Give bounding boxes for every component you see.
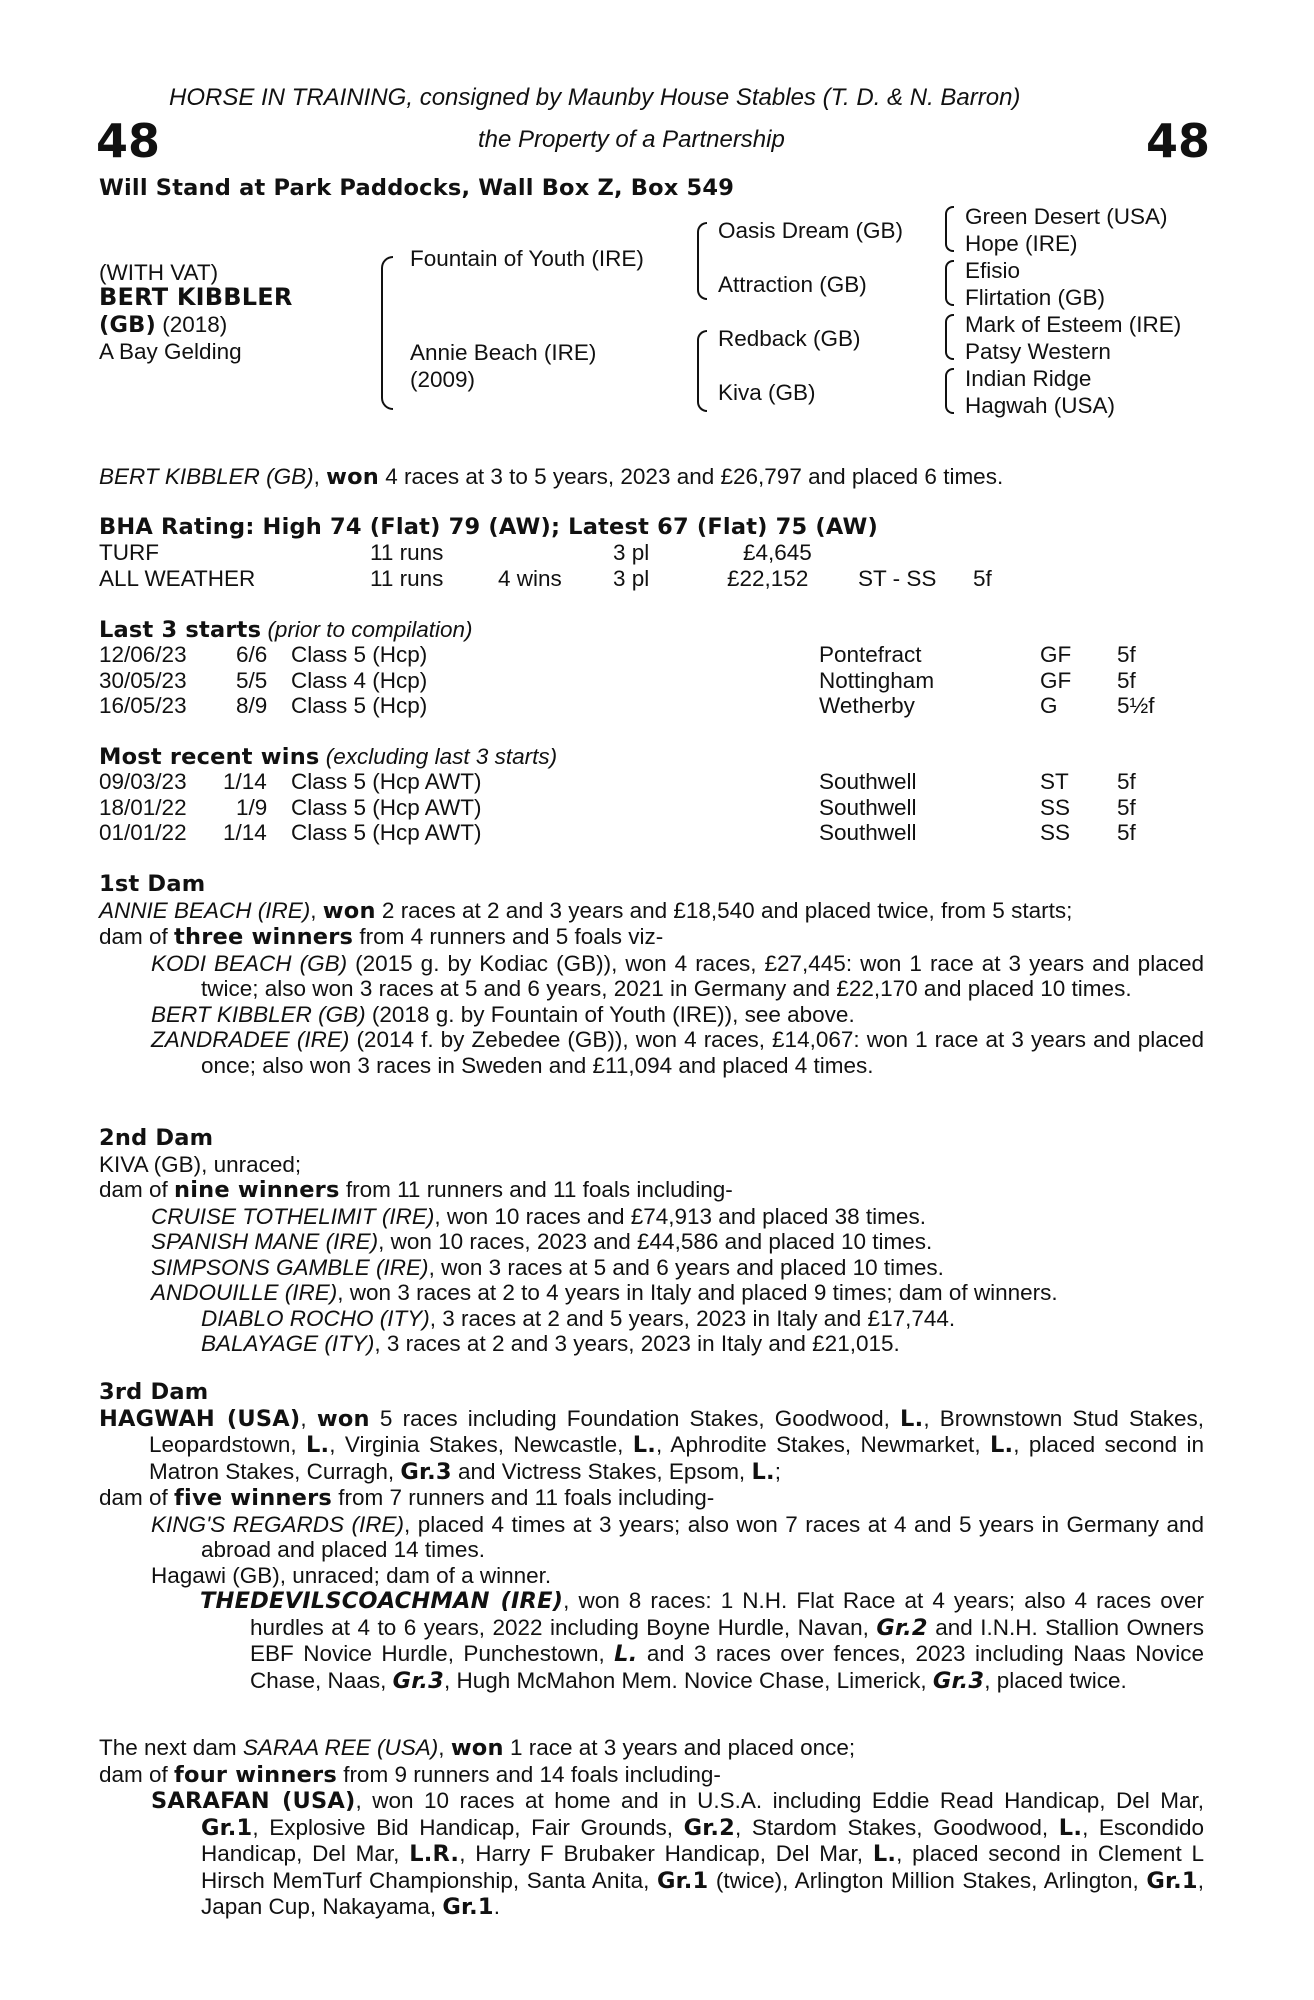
third-dam-name: HAGWAH (USA) (99, 1405, 301, 1432)
foal-record: , won 10 races, 2023 and £44,586 and placed 10 times. (378, 1229, 933, 1254)
pedigree-dam-year: (2009) (410, 367, 476, 392)
grade-badge: Gr.1 (656, 1867, 709, 1894)
next-dam-foal (99, 1788, 1204, 1921)
stand-location: Will Stand at Park Paddocks, Wall Box Z, Box 549 (99, 175, 735, 201)
pedigree-sire-dam: Attraction (GB) (718, 272, 867, 297)
record-text: 5 races including Foundation Stakes, Goodwood, (369, 1405, 901, 1431)
rating-runs: 11 runs (370, 540, 444, 565)
foal-name: SIMPSONS GAMBLE (IRE) (151, 1254, 429, 1280)
listed-badge: L. (632, 1432, 657, 1458)
start-class: Class 5 (Hcp) (291, 693, 428, 718)
first-dam-produce (99, 924, 1204, 951)
pedigree-brace-2 (697, 222, 707, 300)
foal-name: THEDEVILSCOACHMAN (IRE) (200, 1588, 564, 1614)
last-starts-table (99, 642, 1199, 719)
recent-wins-note: (excluding last 3 starts) (325, 744, 558, 769)
record-text: The next dam (99, 1735, 243, 1760)
start-going: GF (1040, 667, 1072, 693)
win-going: SS (1040, 820, 1071, 845)
produce-prefix: dam of (99, 1177, 175, 1202)
record-text: , Virginia Stakes, Newcastle, (329, 1432, 633, 1457)
horse-origin-year (99, 312, 227, 339)
record-text: , Hugh McMahon Mem. Novice Chase, Limerick, (443, 1667, 933, 1693)
win-distance: 5f (1117, 820, 1136, 845)
win-class: Class 5 (Hcp AWT) (291, 794, 482, 820)
foal-record: (2014 f. by Zebedee (GB)), won 4 races, £14,067: won 1 race at 3 years and placed once; also won 3 races in Sweden and £11,094 and placed 4 times. (201, 1027, 1204, 1078)
second-dam-foal (99, 1229, 1204, 1255)
listed-badge: L.R. (409, 1841, 460, 1867)
first-dam-line: ANNIE BEACH (IRE), won 2 races at 2 and 3 years and £18,540 and placed twice, from 5 starts; (99, 897, 1073, 924)
third-dam-foal (99, 1512, 1204, 1563)
third-dam-produce (99, 1485, 1204, 1512)
grade-badge: Gr.2 (876, 1614, 928, 1641)
record-text: , (438, 1735, 451, 1760)
grade-badge: Gr.3 (392, 1667, 444, 1694)
rating-placed: 3 pl (613, 565, 650, 591)
record-text: , won 10 races at home and in U.S.A. including Eddie Read Handicap, Del Mar, (355, 1788, 1204, 1813)
third-dam-heading: 3rd Dam (99, 1379, 209, 1405)
start-row (99, 642, 1199, 668)
foal-record: , 3 races at 2 and 5 years, 2023 in Italy and £17,744. (429, 1305, 956, 1331)
foal-record: , won 3 races at 2 to 4 years in Italy and placed 9 times; dam of winners. (337, 1280, 1058, 1305)
win-date: 18/01/22 (99, 794, 187, 820)
record-text: , Stardom Stakes, Goodwood, (734, 1814, 1059, 1840)
record-text: , placed twice. (984, 1667, 1127, 1693)
third-dam-foal: Hagawi (GB), unraced; dam of a winner. (151, 1562, 552, 1588)
recent-wins-heading (99, 744, 557, 771)
third-dam-record: HAGWAH (USA), won 5 races including Foundation Stakes, Goodwood, L., Brownstown Stud Stakes, Leopardstown, L., Virginia Stakes, Newcastle, L., Aphrodite Stakes, Newmarket, L., placed second in Matron Stakes, Curragh, Gr.3 and Victress Stakes, Epsom, L.; (99, 1405, 1204, 1485)
next-dam-section (99, 1735, 1204, 1921)
first-dam-heading: 1st Dam (99, 871, 206, 897)
second-dam-section (99, 1126, 1204, 1357)
foal-name: SARAFAN (USA) (151, 1788, 356, 1814)
foal-record: (2015 g. by Kodiac (GB)), won 4 races, £27,445: won 1 race at 3 years and placed twice; also won 3 races at 5 and 6 years, 2021 in Germany and £22,170 and placed 10 times. (201, 950, 1204, 1001)
last-starts-note: (prior to compilation) (267, 617, 473, 642)
win-date: 01/01/22 (99, 820, 187, 845)
next-dam-produce (99, 1762, 1204, 1789)
produce-suffix: from 4 runners and 5 foals viz- (353, 924, 664, 949)
record-text: , Harry F Brubaker Handicap, Del Mar, (459, 1841, 873, 1866)
listed-badge: L. (1058, 1814, 1083, 1841)
win-course: Southwell (819, 769, 917, 794)
foal-record: (2018 g. by Fountain of Youth (IRE)), see above. (365, 1001, 855, 1027)
listed-badge: L. (305, 1432, 330, 1458)
last-starts-title: Last 3 starts (99, 617, 262, 643)
vat-note: (WITH VAT) (99, 260, 219, 285)
first-dam-foal (99, 1027, 1204, 1078)
next-dam-name: SARAA REE (USA) (242, 1735, 439, 1760)
start-position: 6/6 (236, 642, 268, 667)
listed-badge: L. (989, 1432, 1014, 1458)
rating-row (99, 540, 1099, 566)
foal-name: BALAYAGE (ITY) (201, 1331, 375, 1356)
rating-row (99, 566, 1099, 592)
win-row (99, 795, 1199, 821)
horse-name: BERT KIBBLER (99, 283, 293, 311)
foal-name: ZANDRADEE (IRE) (151, 1027, 350, 1052)
lot-number-left: 48 (96, 114, 161, 168)
third-dam-won: won (316, 1405, 370, 1432)
start-course: Pontefract (819, 642, 922, 667)
win-class: Class 5 (Hcp AWT) (291, 769, 482, 794)
catalogue-subtitle: the Property of a Partnership (478, 126, 785, 153)
start-position: 8/9 (236, 693, 268, 718)
foal-record: , won 10 races and £74,913 and placed 38 times. (434, 1203, 926, 1229)
record-text: and Victress Stakes, Epsom, (451, 1458, 752, 1484)
record-text: , won 8 races: 1 N.H. Flat Race at 4 years; also 4 races over hurdles at 4 to 6 years, 2022 including Boyne Hurdle, Navan, (250, 1588, 1204, 1640)
win-row (99, 820, 1199, 846)
rating-prize: £22,152 (727, 565, 809, 591)
produce-winners: four winners (174, 1761, 337, 1788)
foal-name: ANDOUILLE (IRE) (151, 1280, 338, 1305)
lot-number-right: 48 (1146, 114, 1211, 168)
produce-winners: three winners (174, 924, 354, 950)
start-course: Nottingham (819, 667, 935, 693)
record-text: , placed second in Clement L Hirsch MemTurf Championship, Santa Anita, (201, 1841, 1204, 1893)
foal-name: BERT KIBBLER (GB) (151, 1001, 366, 1027)
record-text: (twice), Arlington Million Stakes, Arlington, (708, 1867, 1147, 1893)
win-going: ST (1040, 769, 1069, 794)
win-going: SS (1040, 794, 1071, 820)
horse-description: A Bay Gelding (99, 339, 242, 364)
second-dam-foal (99, 1280, 1204, 1306)
start-row (99, 668, 1199, 694)
rating-going: ST - SS (858, 565, 937, 591)
pedigree-gen3-4: Flirtation (GB) (965, 285, 1106, 310)
foal-name: KING'S REGARDS (IRE) (151, 1511, 405, 1537)
record-text: , Escondido Handicap, Del Mar, (201, 1814, 1204, 1866)
bha-rating: BHA Rating: High 74 (Flat) 79 (AW); Latest 67 (Flat) 75 (AW) (99, 514, 878, 540)
foal-record: , placed 4 times at 3 years; also won 7 races at 4 and 5 years in Germany and abroad and placed 14 times. (201, 1511, 1204, 1562)
pedigree-dam: Annie Beach (IRE) (410, 340, 597, 365)
start-class: Class 4 (Hcp) (291, 667, 428, 693)
win-position: 1/9 (236, 794, 268, 820)
produce-prefix: dam of (99, 1485, 175, 1510)
recent-wins-title: Most recent wins (99, 744, 320, 770)
start-distance: 5f (1117, 642, 1136, 667)
foal-name: DIABLO ROCHO (ITY) (201, 1305, 430, 1331)
grade-badge: Gr.1 (201, 1814, 253, 1841)
listed-badge: L. (872, 1841, 897, 1867)
record-text: 1 race at 3 years and placed once; (503, 1735, 856, 1760)
foal-record: , 3 races at 2 and 3 years, 2023 in Italy and £21,015. (374, 1331, 900, 1356)
second-dam-grand-foal (99, 1331, 1204, 1357)
summary-rest: 4 races at 3 to 5 years, 2023 and £26,797 and placed 6 times. (379, 464, 1004, 489)
rating-prize: £4,645 (743, 540, 812, 565)
grade-badge: Gr.1 (442, 1894, 494, 1920)
pedigree-brace-7 (945, 368, 954, 414)
next-dam-won: won (450, 1735, 504, 1761)
rating-runs: 11 runs (370, 565, 444, 591)
first-dam-foal (99, 1002, 1204, 1028)
start-distance: 5f (1117, 667, 1136, 693)
rating-table (99, 540, 1099, 591)
start-date: 12/06/23 (99, 642, 187, 667)
grade-badge: Gr.3 (400, 1458, 452, 1485)
pedigree-gen3-1: Green Desert (USA) (965, 204, 1168, 229)
record-text: . (493, 1894, 501, 1919)
pedigree-gen3-2: Hope (IRE) (965, 231, 1078, 256)
win-row (99, 769, 1199, 795)
record-text: , Aphrodite Stakes, Newmarket, (656, 1432, 990, 1457)
pedigree-gen3-6: Patsy Western (965, 339, 1111, 364)
start-date: 16/05/23 (99, 693, 187, 718)
pedigree-gen3-3: Efisio (965, 258, 1021, 283)
grade-badge: Gr.1 (1146, 1867, 1198, 1894)
recent-wins-table (99, 769, 1199, 846)
start-going: G (1040, 693, 1058, 718)
first-dam-record: 2 races at 2 and 3 years and £18,540 and placed twice, from 5 starts; (375, 897, 1073, 923)
rating-placed: 3 pl (613, 540, 650, 565)
summary-won: won (326, 464, 380, 490)
first-dam-name: ANNIE BEACH (IRE) (99, 897, 311, 923)
start-course: Wetherby (819, 693, 915, 718)
second-dam-heading: 2nd Dam (99, 1125, 214, 1151)
listed-badge: L. (614, 1641, 638, 1667)
pedigree-sire: Fountain of Youth (IRE) (410, 246, 644, 271)
foal-record: , won 3 races at 5 and 6 years and placed 10 times. (428, 1254, 944, 1280)
start-class: Class 5 (Hcp) (291, 642, 428, 667)
record-text: , Explosive Bid Handicap, Fair Grounds, (252, 1814, 684, 1840)
record-text: and 3 races over fences, 2023 including Naas Novice Chase, Naas, (250, 1641, 1204, 1693)
rating-distance: 5f (973, 565, 992, 591)
produce-prefix: dam of (99, 924, 175, 949)
win-class: Class 5 (Hcp AWT) (291, 820, 482, 845)
start-distance: 5½f (1117, 693, 1155, 718)
third-dam-section (99, 1380, 1204, 1694)
record-text: ; (774, 1458, 781, 1484)
rating-surface: TURF (99, 540, 159, 565)
start-date: 30/05/23 (99, 667, 187, 693)
first-dam-section (99, 872, 1204, 1078)
foal-name: CRUISE TOTHELIMIT (IRE) (151, 1203, 435, 1229)
win-distance: 5f (1117, 794, 1136, 820)
second-dam-foal (99, 1204, 1204, 1230)
record-text: , Japan Cup, Nakayama, (201, 1867, 1204, 1919)
pedigree-gen3-5: Mark of Esteem (IRE) (965, 312, 1182, 337)
win-course: Southwell (819, 794, 917, 820)
rating-wins: 4 wins (498, 565, 562, 591)
first-dam-won: won (322, 897, 376, 924)
pedigree-brace-3 (697, 330, 707, 412)
rating-surface: ALL WEATHER (99, 565, 256, 591)
win-date: 09/03/23 (99, 769, 187, 794)
catalogue-title: HORSE IN TRAINING, consigned by Maunby House Stables (T. D. & N. Barron) (169, 84, 1021, 111)
listed-badge: L. (900, 1405, 924, 1432)
pedigree-dam-sire: Redback (GB) (718, 326, 861, 351)
pedigree-brace-1 (381, 256, 393, 410)
record-text: , Brownstown Stud Stakes, Leopardstown, (149, 1405, 1204, 1457)
first-dam-foal (99, 951, 1204, 1002)
horse-year: (2018) (162, 312, 228, 337)
foal-name: SPANISH MANE (IRE) (151, 1229, 379, 1254)
grade-badge: Gr.2 (683, 1814, 735, 1841)
pedigree-dam-dam: Kiva (GB) (718, 380, 816, 405)
produce-prefix: dam of (99, 1761, 175, 1787)
second-dam-produce (99, 1177, 1204, 1204)
win-position: 1/14 (223, 769, 267, 794)
summary-horse-name: BERT KIBBLER (GB) (99, 464, 314, 489)
foal-name: KODI BEACH (GB) (151, 950, 348, 976)
start-going: GF (1040, 642, 1072, 667)
last-starts-heading (99, 617, 473, 644)
start-position: 5/5 (236, 667, 268, 693)
record-text: and I.N.H. Stallion Owners EBF Novice Hurdle, Punchestown, (250, 1614, 1204, 1666)
pedigree-brace-5 (945, 260, 954, 306)
produce-suffix: from 11 runners and 11 foals including- (339, 1177, 733, 1202)
pedigree-brace-6 (945, 314, 954, 360)
win-course: Southwell (819, 820, 917, 845)
second-dam-grand-foal (99, 1306, 1204, 1332)
listed-badge: L. (751, 1458, 775, 1485)
grade-badge: Gr.3 (932, 1667, 985, 1694)
second-dam-foal (99, 1255, 1204, 1281)
start-row (99, 693, 1199, 719)
pedigree-gen3-7: Indian Ridge (965, 366, 1092, 391)
second-dam-line: KIVA (GB), unraced; (99, 1151, 302, 1177)
horse-suffix: (GB) (99, 312, 156, 338)
pedigree-gen3-8: Hagwah (USA) (965, 393, 1116, 418)
win-distance: 5f (1117, 769, 1136, 794)
next-dam-line (99, 1735, 1204, 1762)
third-dam-grand-foal (99, 1588, 1204, 1694)
produce-suffix: from 9 runners and 14 foals including- (336, 1761, 721, 1787)
pedigree-sire-sire: Oasis Dream (GB) (718, 218, 904, 243)
produce-winners: nine winners (174, 1177, 340, 1203)
race-summary: BERT KIBBLER (GB), won 4 races at 3 to 5 years, 2023 and £26,797 and placed 6 times. (99, 464, 1004, 490)
record-text: , placed second in Matron Stakes, Curragh, (149, 1432, 1204, 1484)
pedigree-brace-4 (945, 206, 954, 252)
produce-suffix: from 7 runners and 11 foals including- (332, 1485, 715, 1510)
produce-winners: five winners (174, 1485, 332, 1511)
win-position: 1/14 (223, 820, 267, 845)
